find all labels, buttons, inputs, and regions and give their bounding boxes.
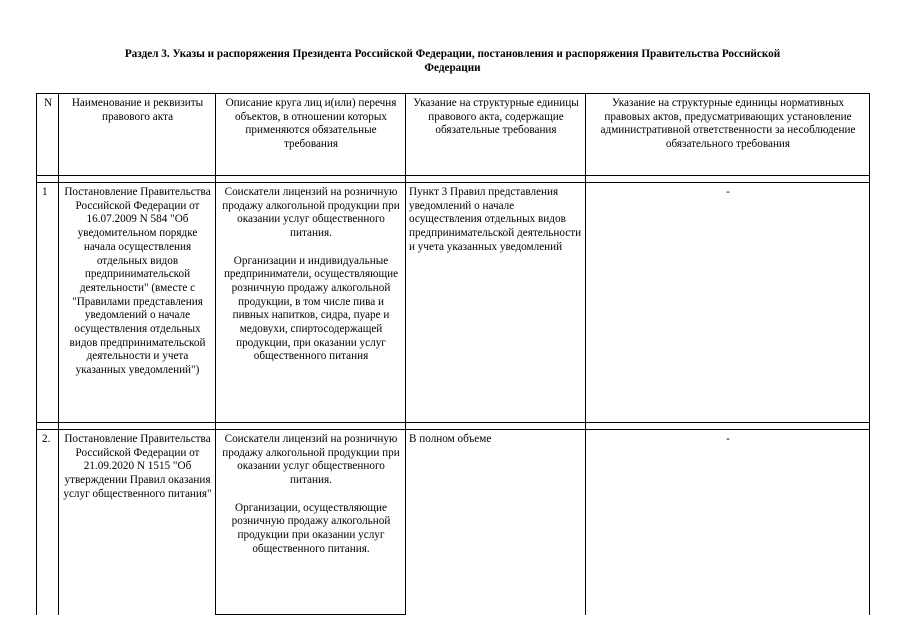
header-scope: Описание круга лиц и(или) перечня объектов, в отношении которых применяются обязательные требования — [216, 94, 406, 176]
section-heading — [40, 47, 865, 75]
row-gap — [37, 423, 870, 430]
row-scope-paragraph-1: Соискатели лицензий на розничную продажу алкогольной продукции при оказании услуг общественного питания. — [222, 186, 400, 240]
table-header-row — [37, 94, 870, 176]
header-n: N — [37, 94, 59, 176]
table-row — [37, 183, 870, 423]
row-act-name: Постановление Правительства Российской Федерации от 16.07.2009 N 584 "Об уведомительном порядке начала осуществления отдельных видов предпринимательской деятельности" (вместе с "Правилами представления уведомлений о начале осуществления отдельных видов предпринимательской деятельности и учета указанных уведомлений") — [59, 183, 216, 423]
row-liability: - — [586, 430, 870, 615]
row-scope-paragraph-2: Организации, осуществляющие розничную продажу алкогольной продукции при оказании услуг общественного питания. — [231, 501, 391, 555]
requirements-table — [36, 93, 870, 615]
row-scope-paragraph-2: Организации и индивидуальные предприниматели, осуществляющие розничную продажу алкогольной продукции, в том числе пива и пивных напитков, сидра, пуаре и медовухи, спиртосодержащей продукции, при оказании услуг общественного питания — [223, 254, 399, 363]
row-act-name: Постановление Правительства Российской Федерации от 21.09.2020 N 1515 "Об утверждении Правил оказания услуг общественного питания" — [59, 430, 216, 615]
row-scope — [216, 183, 406, 423]
row-scope-paragraph-1: Соискатели лицензий на розничную продажу алкогольной продукции при оказании услуг общественного питания. — [222, 433, 400, 487]
row-number: 2. — [37, 430, 59, 615]
row-number: 1 — [37, 183, 59, 423]
row-liability: - — [586, 183, 870, 423]
row-scope — [216, 430, 406, 615]
header-liability: Указание на структурные единицы нормативных правовых актов, предусматривающих установление административной ответственности за несоблюдение обязательного требования — [586, 94, 870, 176]
section-heading-line-1: Раздел 3. Указы и распоряжения Президента Российской Федерации, постановления и распоряжения Правительства Российской — [124, 48, 781, 60]
header-gap-row — [37, 176, 870, 183]
table-row — [37, 430, 870, 615]
header-name: Наименование и реквизиты правового акта — [59, 94, 216, 176]
header-units: Указание на структурные единицы правового акта, содержащие обязательные требования — [406, 94, 586, 176]
row-units: Пункт 3 Правил представления уведомлений о начале осуществления отдельных видов предпринимательской деятельности и учета указанных уведомлений — [406, 183, 586, 423]
row-units: В полном объеме — [406, 430, 586, 615]
section-heading-line-2: Федерации — [424, 62, 481, 74]
